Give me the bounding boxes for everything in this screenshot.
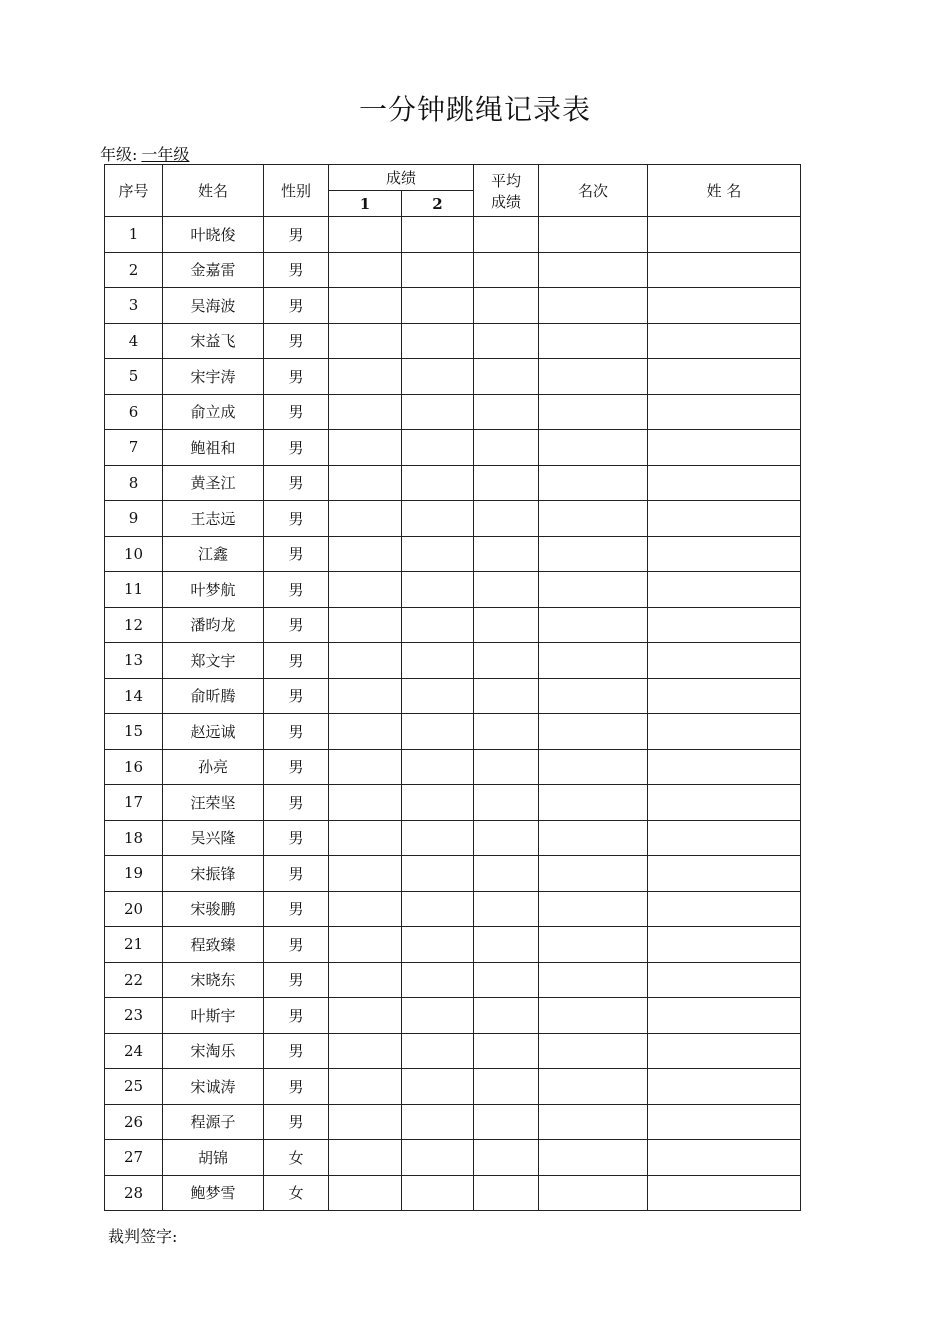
cell-rank[interactable] — [539, 1104, 648, 1140]
table-row — [105, 1175, 801, 1211]
cell-name: 金嘉雷 — [163, 252, 264, 288]
cell-gender: 男 — [264, 252, 329, 288]
cell-score-2[interactable] — [402, 465, 474, 501]
cell-name-2[interactable] — [648, 394, 801, 430]
cell-score-2[interactable] — [402, 501, 474, 537]
cell-gender: 男 — [264, 323, 329, 359]
cell-average[interactable] — [474, 359, 539, 395]
cell-rank[interactable] — [539, 252, 648, 288]
cell-score-2[interactable] — [402, 749, 474, 785]
cell-average[interactable] — [474, 1175, 539, 1211]
cell-name: 吴兴隆 — [163, 820, 264, 856]
cell-score-2[interactable] — [402, 1104, 474, 1140]
cell-score-2[interactable] — [402, 891, 474, 927]
cell-gender: 男 — [264, 465, 329, 501]
cell-rank[interactable] — [539, 217, 648, 253]
cell-rank[interactable] — [539, 536, 648, 572]
table-row — [105, 572, 801, 608]
cell-average[interactable] — [474, 962, 539, 998]
record-table — [104, 164, 801, 1211]
table-row — [105, 465, 801, 501]
cell-no: 13 — [105, 643, 163, 679]
cell-average[interactable] — [474, 1104, 539, 1140]
cell-score-1[interactable] — [329, 536, 402, 572]
cell-gender: 男 — [264, 288, 329, 324]
table-row — [105, 678, 801, 714]
cell-no: 11 — [105, 572, 163, 608]
cell-score-2[interactable] — [402, 643, 474, 679]
cell-score-1[interactable] — [329, 217, 402, 253]
grade-label: 年级: — [100, 145, 138, 164]
cell-gender: 男 — [264, 394, 329, 430]
cell-name-2[interactable] — [648, 288, 801, 324]
cell-name: 鲍梦雪 — [163, 1175, 264, 1211]
cell-score-2[interactable] — [402, 1033, 474, 1069]
cell-no: 15 — [105, 714, 163, 750]
cell-name-2[interactable] — [648, 714, 801, 750]
cell-rank[interactable] — [539, 288, 648, 324]
header-score-2: 2 — [402, 191, 474, 217]
cell-average[interactable] — [474, 749, 539, 785]
table-row — [105, 501, 801, 537]
cell-name-2[interactable] — [648, 359, 801, 395]
cell-name-2[interactable] — [648, 536, 801, 572]
cell-name: 宋骏鹏 — [163, 891, 264, 927]
cell-score-1[interactable] — [329, 252, 402, 288]
cell-name: 宋振锋 — [163, 856, 264, 892]
cell-name-2[interactable] — [648, 572, 801, 608]
cell-no: 9 — [105, 501, 163, 537]
cell-average[interactable] — [474, 643, 539, 679]
cell-no: 25 — [105, 1069, 163, 1105]
table-row — [105, 430, 801, 466]
cell-score-2[interactable] — [402, 430, 474, 466]
referee-signature-label: 裁判签字: — [108, 1227, 178, 1246]
cell-score-1[interactable] — [329, 1033, 402, 1069]
cell-gender: 男 — [264, 678, 329, 714]
cell-score-2[interactable] — [402, 856, 474, 892]
cell-score-1[interactable] — [329, 678, 402, 714]
cell-score-1[interactable] — [329, 820, 402, 856]
table-row — [105, 749, 801, 785]
cell-average[interactable] — [474, 1069, 539, 1105]
cell-score-1[interactable] — [329, 430, 402, 466]
cell-rank[interactable] — [539, 359, 648, 395]
cell-no: 19 — [105, 856, 163, 892]
cell-no: 17 — [105, 785, 163, 821]
cell-gender: 男 — [264, 1033, 329, 1069]
cell-name: 宋宇涛 — [163, 359, 264, 395]
cell-name-2[interactable] — [648, 430, 801, 466]
cell-gender: 男 — [264, 359, 329, 395]
cell-score-2[interactable] — [402, 217, 474, 253]
cell-name: 俞昕腾 — [163, 678, 264, 714]
cell-name-2[interactable] — [648, 927, 801, 963]
table-row — [105, 643, 801, 679]
cell-gender: 男 — [264, 607, 329, 643]
cell-rank[interactable] — [539, 1175, 648, 1211]
cell-no: 3 — [105, 288, 163, 324]
cell-name-2[interactable] — [648, 501, 801, 537]
cell-name: 王志远 — [163, 501, 264, 537]
cell-score-1[interactable] — [329, 572, 402, 608]
cell-score-1[interactable] — [329, 323, 402, 359]
cell-gender: 男 — [264, 714, 329, 750]
cell-score-2[interactable] — [402, 820, 474, 856]
cell-average[interactable] — [474, 394, 539, 430]
cell-score-1[interactable] — [329, 465, 402, 501]
cell-average[interactable] — [474, 998, 539, 1034]
cell-rank[interactable] — [539, 749, 648, 785]
cell-name: 郑文宇 — [163, 643, 264, 679]
cell-average[interactable] — [474, 678, 539, 714]
cell-name: 叶晓俊 — [163, 217, 264, 253]
cell-name: 汪荣坚 — [163, 785, 264, 821]
table-row — [105, 359, 801, 395]
page-title: 一分钟跳绳记录表 — [358, 93, 591, 126]
cell-average[interactable] — [474, 607, 539, 643]
cell-no: 27 — [105, 1140, 163, 1176]
cell-average[interactable] — [474, 785, 539, 821]
cell-gender: 男 — [264, 820, 329, 856]
cell-no: 5 — [105, 359, 163, 395]
cell-no: 28 — [105, 1175, 163, 1211]
cell-score-1[interactable] — [329, 1175, 402, 1211]
cell-average[interactable] — [474, 572, 539, 608]
cell-no: 8 — [105, 465, 163, 501]
cell-name: 江鑫 — [163, 536, 264, 572]
cell-score-2[interactable] — [402, 536, 474, 572]
cell-no: 24 — [105, 1033, 163, 1069]
cell-name-2[interactable] — [648, 998, 801, 1034]
cell-average[interactable] — [474, 288, 539, 324]
cell-no: 4 — [105, 323, 163, 359]
cell-name-2[interactable] — [648, 856, 801, 892]
table-row — [105, 536, 801, 572]
cell-name: 程致臻 — [163, 927, 264, 963]
cell-rank[interactable] — [539, 643, 648, 679]
cell-gender: 男 — [264, 430, 329, 466]
cell-score-1[interactable] — [329, 1069, 402, 1105]
cell-name: 叶梦航 — [163, 572, 264, 608]
cell-no: 18 — [105, 820, 163, 856]
table-row — [105, 891, 801, 927]
table-row — [105, 820, 801, 856]
cell-gender: 男 — [264, 536, 329, 572]
cell-gender: 男 — [264, 749, 329, 785]
cell-average[interactable] — [474, 927, 539, 963]
cell-average[interactable] — [474, 430, 539, 466]
cell-average[interactable] — [474, 820, 539, 856]
cell-gender: 男 — [264, 891, 329, 927]
cell-score-2[interactable] — [402, 252, 474, 288]
cell-name: 宋益飞 — [163, 323, 264, 359]
cell-no: 7 — [105, 430, 163, 466]
table-row — [105, 394, 801, 430]
cell-rank[interactable] — [539, 714, 648, 750]
cell-no: 22 — [105, 962, 163, 998]
cell-name-2[interactable] — [648, 678, 801, 714]
cell-score-1[interactable] — [329, 714, 402, 750]
cell-average[interactable] — [474, 217, 539, 253]
cell-no: 14 — [105, 678, 163, 714]
cell-score-1[interactable] — [329, 998, 402, 1034]
cell-rank[interactable] — [539, 607, 648, 643]
cell-name: 宋淘乐 — [163, 1033, 264, 1069]
cell-name-2[interactable] — [648, 820, 801, 856]
cell-average[interactable] — [474, 714, 539, 750]
cell-name: 程源子 — [163, 1104, 264, 1140]
header-rank: 名次 — [539, 165, 648, 217]
cell-no: 23 — [105, 998, 163, 1034]
cell-name: 潘昀龙 — [163, 607, 264, 643]
cell-average[interactable] — [474, 891, 539, 927]
cell-average[interactable] — [474, 536, 539, 572]
table-row — [105, 1033, 801, 1069]
cell-name-2[interactable] — [648, 1175, 801, 1211]
cell-score-1[interactable] — [329, 749, 402, 785]
header-average — [474, 165, 539, 217]
cell-name-2[interactable] — [648, 465, 801, 501]
cell-score-2[interactable] — [402, 607, 474, 643]
cell-score-2[interactable] — [402, 1140, 474, 1176]
cell-gender: 男 — [264, 1104, 329, 1140]
cell-gender: 男 — [264, 962, 329, 998]
cell-average[interactable] — [474, 856, 539, 892]
cell-score-1[interactable] — [329, 1140, 402, 1176]
cell-rank[interactable] — [539, 1033, 648, 1069]
header-average-line1: 平均 — [491, 171, 522, 190]
table-row — [105, 607, 801, 643]
cell-no: 16 — [105, 749, 163, 785]
cell-rank[interactable] — [539, 856, 648, 892]
cell-name-2[interactable] — [648, 785, 801, 821]
cell-name: 胡锦 — [163, 1140, 264, 1176]
cell-score-2[interactable] — [402, 1069, 474, 1105]
table-row — [105, 1140, 801, 1176]
cell-rank[interactable] — [539, 998, 648, 1034]
cell-no: 2 — [105, 252, 163, 288]
table-row — [105, 785, 801, 821]
table-row — [105, 217, 801, 253]
cell-average[interactable] — [474, 252, 539, 288]
cell-rank[interactable] — [539, 501, 648, 537]
cell-score-1[interactable] — [329, 607, 402, 643]
cell-rank[interactable] — [539, 820, 648, 856]
cell-score-2[interactable] — [402, 359, 474, 395]
cell-name-2[interactable] — [648, 1033, 801, 1069]
cell-gender: 男 — [264, 217, 329, 253]
cell-name: 赵远诚 — [163, 714, 264, 750]
cell-score-1[interactable] — [329, 288, 402, 324]
cell-gender: 男 — [264, 501, 329, 537]
table-row — [105, 714, 801, 750]
cell-gender: 男 — [264, 572, 329, 608]
header-average-line2: 成绩 — [491, 192, 522, 211]
header-name-2: 姓 名 — [648, 165, 801, 217]
cell-name: 黄圣江 — [163, 465, 264, 501]
cell-score-2[interactable] — [402, 572, 474, 608]
cell-no: 10 — [105, 536, 163, 572]
table-row — [105, 288, 801, 324]
cell-score-2[interactable] — [402, 288, 474, 324]
table-row — [105, 998, 801, 1034]
cell-score-1[interactable] — [329, 891, 402, 927]
cell-gender: 男 — [264, 998, 329, 1034]
cell-name: 宋晓东 — [163, 962, 264, 998]
cell-no: 21 — [105, 927, 163, 963]
cell-score-1[interactable] — [329, 359, 402, 395]
header-score: 成绩 — [329, 165, 474, 191]
cell-score-2[interactable] — [402, 678, 474, 714]
cell-name-2[interactable] — [648, 962, 801, 998]
table-row — [105, 1069, 801, 1105]
cell-no: 6 — [105, 394, 163, 430]
cell-name-2[interactable] — [648, 252, 801, 288]
cell-rank[interactable] — [539, 430, 648, 466]
cell-name-2[interactable] — [648, 607, 801, 643]
table-row — [105, 1104, 801, 1140]
cell-score-2[interactable] — [402, 394, 474, 430]
cell-name: 孙亮 — [163, 749, 264, 785]
cell-rank[interactable] — [539, 785, 648, 821]
cell-average[interactable] — [474, 323, 539, 359]
table-row — [105, 252, 801, 288]
cell-gender: 男 — [264, 856, 329, 892]
header-gender: 性别 — [264, 165, 329, 217]
cell-name-2[interactable] — [648, 1140, 801, 1176]
cell-name-2[interactable] — [648, 643, 801, 679]
cell-score-2[interactable] — [402, 927, 474, 963]
cell-rank[interactable] — [539, 891, 648, 927]
cell-name-2[interactable] — [648, 217, 801, 253]
table-row — [105, 927, 801, 963]
table-body — [105, 217, 801, 1211]
cell-score-2[interactable] — [402, 998, 474, 1034]
table-row — [105, 962, 801, 998]
cell-gender: 女 — [264, 1140, 329, 1176]
cell-score-2[interactable] — [402, 962, 474, 998]
cell-score-1[interactable] — [329, 785, 402, 821]
cell-gender: 男 — [264, 643, 329, 679]
cell-score-1[interactable] — [329, 856, 402, 892]
cell-score-1[interactable] — [329, 1104, 402, 1140]
header-score-1: 1 — [329, 191, 402, 217]
cell-score-2[interactable] — [402, 1175, 474, 1211]
cell-average[interactable] — [474, 501, 539, 537]
cell-score-1[interactable] — [329, 927, 402, 963]
cell-gender: 女 — [264, 1175, 329, 1211]
cell-name-2[interactable] — [648, 1104, 801, 1140]
grade-value: 一年级 — [141, 145, 190, 164]
cell-name: 叶斯宇 — [163, 998, 264, 1034]
cell-score-2[interactable] — [402, 323, 474, 359]
cell-name-2[interactable] — [648, 323, 801, 359]
cell-score-1[interactable] — [329, 962, 402, 998]
header-no: 序号 — [105, 165, 163, 217]
cell-gender: 男 — [264, 785, 329, 821]
cell-no: 20 — [105, 891, 163, 927]
cell-no: 12 — [105, 607, 163, 643]
cell-rank[interactable] — [539, 323, 648, 359]
table-row — [105, 856, 801, 892]
cell-score-1[interactable] — [329, 394, 402, 430]
cell-rank[interactable] — [539, 465, 648, 501]
cell-average[interactable] — [474, 1033, 539, 1069]
header-name: 姓名 — [163, 165, 264, 217]
cell-score-1[interactable] — [329, 501, 402, 537]
cell-score-1[interactable] — [329, 643, 402, 679]
cell-name-2[interactable] — [648, 749, 801, 785]
table-row — [105, 323, 801, 359]
cell-name-2[interactable] — [648, 1069, 801, 1105]
cell-rank[interactable] — [539, 1140, 648, 1176]
grade-line — [100, 142, 197, 165]
cell-rank[interactable] — [539, 678, 648, 714]
cell-rank[interactable] — [539, 572, 648, 608]
cell-name: 俞立成 — [163, 394, 264, 430]
cell-rank[interactable] — [539, 927, 648, 963]
cell-name-2[interactable] — [648, 891, 801, 927]
cell-score-2[interactable] — [402, 714, 474, 750]
cell-rank[interactable] — [539, 962, 648, 998]
cell-no: 1 — [105, 217, 163, 253]
cell-average[interactable] — [474, 465, 539, 501]
cell-name: 吴海波 — [163, 288, 264, 324]
cell-rank[interactable] — [539, 1069, 648, 1105]
cell-average[interactable] — [474, 1140, 539, 1176]
cell-name: 鲍祖和 — [163, 430, 264, 466]
cell-no: 26 — [105, 1104, 163, 1140]
cell-score-2[interactable] — [402, 785, 474, 821]
cell-gender: 男 — [264, 927, 329, 963]
cell-gender: 男 — [264, 1069, 329, 1105]
cell-rank[interactable] — [539, 394, 648, 430]
cell-name: 宋诚涛 — [163, 1069, 264, 1105]
